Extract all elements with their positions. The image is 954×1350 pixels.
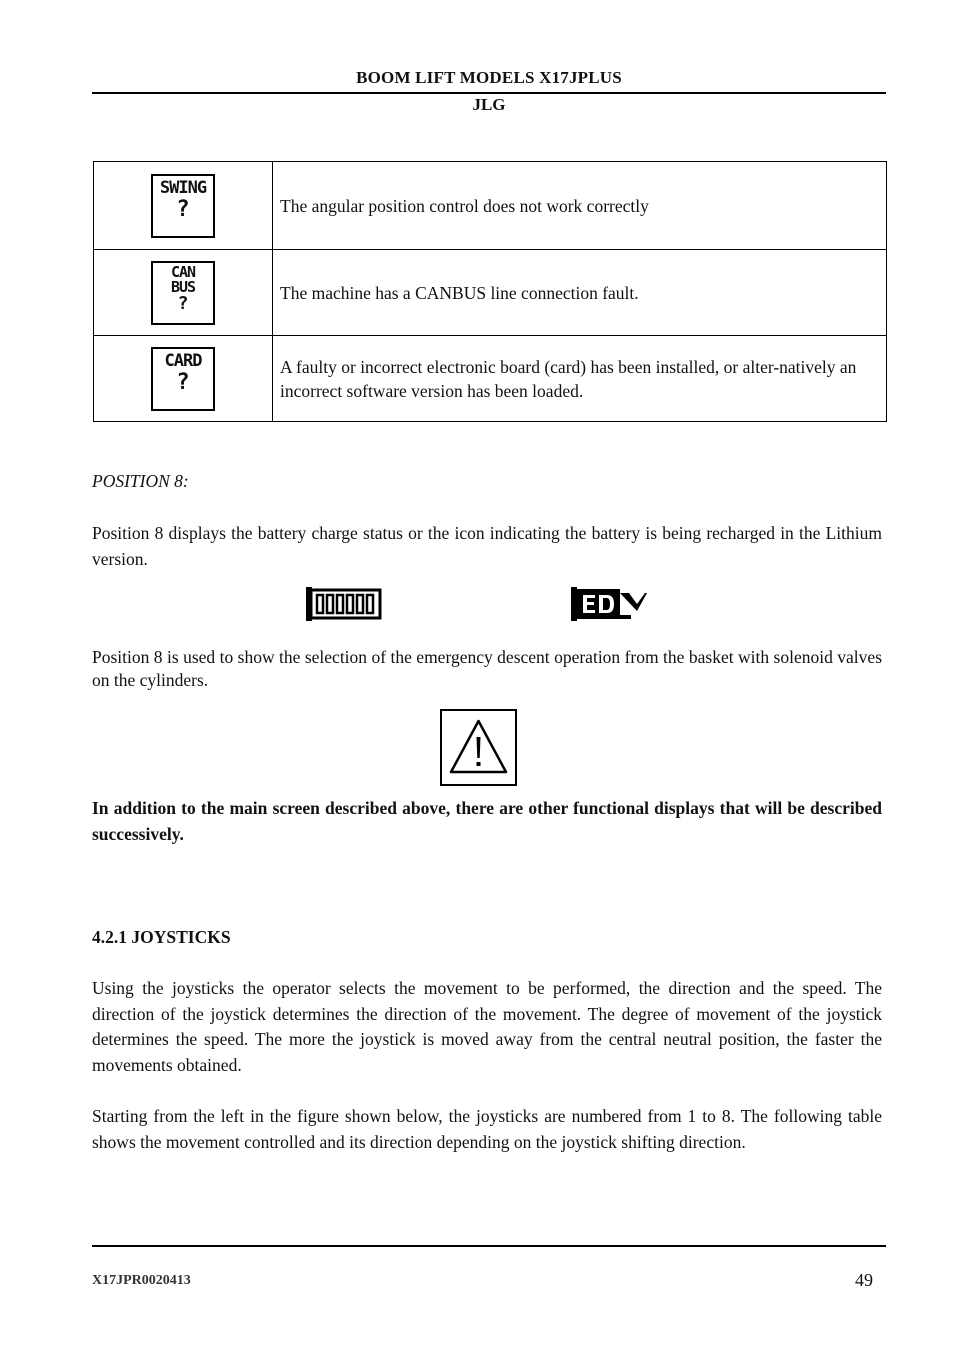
table-row — [94, 336, 887, 422]
joysticks-paragraph-2: Starting from the left in the figure shown below, the joysticks are numbered from 1 to 8. The following table shows the movement controlled and its direction depending on the joystick shifting direction. — [92, 1106, 882, 1152]
footer-doc-code: X17JPR0020413 — [92, 1273, 191, 1288]
description-cell: The machine has a CANBUS line connection fault. — [273, 250, 887, 336]
header-title: BOOM LIFT MODELS X17JPLUS — [356, 68, 622, 87]
position8-paragraph-1: Position 8 displays the battery charge status or the icon indicating the battery is being recharged in the Lithium version. — [92, 523, 882, 569]
icon-text: ? — [176, 196, 190, 222]
icon-cell — [94, 162, 273, 250]
swing-question-icon — [151, 174, 215, 238]
footer-rule — [92, 1245, 886, 1247]
icon-text: ? — [177, 292, 189, 314]
display-codes-table — [93, 161, 887, 422]
icon-text: CAN — [170, 262, 196, 281]
position8-heading: POSITION 8: — [92, 471, 189, 491]
battery-recharging-icon — [571, 584, 647, 624]
warning-triangle-icon — [442, 711, 515, 784]
card-question-icon — [151, 347, 215, 411]
icon-text: CARD — [164, 350, 202, 371]
icon-cell — [94, 250, 273, 336]
header-subtitle: JLG — [472, 95, 506, 114]
warning-box — [440, 709, 517, 786]
description-cell: The angular position control does not work correctly — [273, 162, 887, 250]
icon-text: ? — [176, 369, 190, 395]
canbus-question-icon — [151, 261, 215, 325]
icon-text: SWING — [159, 177, 207, 198]
page-number: 49 — [855, 1270, 873, 1290]
icon-cell — [94, 336, 273, 422]
battery-charge-icon — [306, 584, 382, 624]
position8-note: In addition to the main screen described above, there are other functional displays that will be described successively. — [92, 798, 882, 844]
joysticks-heading: 4.2.1 JOYSTICKS — [92, 927, 231, 947]
joysticks-paragraph-1: Using the joysticks the operator selects the movement to be performed, the direction and the speed. The direction of the joystick determines the direction of the movement. The degree of movement of the joystick determines the speed. The more the joystick is moved away from the central neutral position, the faster the movements obtained. — [92, 978, 882, 1075]
description-cell: A faulty or incorrect electronic board (card) has been installed, or alter-natively an incorrect software version has been loaded. — [273, 336, 887, 422]
icon-text: BUS — [170, 277, 196, 296]
table-row — [94, 162, 887, 250]
header-rule — [92, 92, 886, 94]
table-row — [94, 250, 887, 336]
position8-paragraph-2: Position 8 is used to show the selection of the emergency descent operation from the basket with solenoid valves on the cylinders. — [92, 647, 882, 690]
